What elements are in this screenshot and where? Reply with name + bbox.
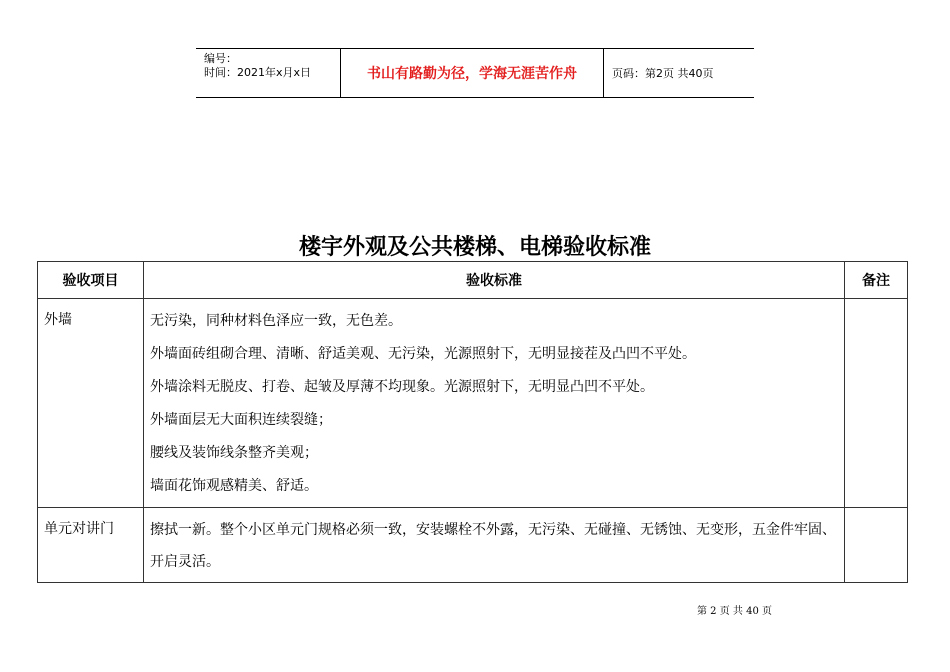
standard-line: 无污染，同种材料色泽应一致，无色差。 — [150, 313, 402, 329]
row-item: 单元对讲门 — [38, 508, 144, 583]
header-standard: 验收标准 — [144, 262, 845, 299]
header-item: 验收项目 — [38, 262, 144, 299]
row-remark — [845, 299, 908, 508]
row-standards — [144, 299, 845, 508]
acceptance-table — [37, 261, 908, 583]
standard-line: 墙面花饰观感精美、舒适。 — [150, 478, 318, 494]
header-meta — [196, 49, 340, 97]
header-page-info: 页码：第2页 共40页 — [612, 67, 714, 80]
time-label: 时间：2021年x月x日 — [204, 66, 312, 79]
document-header — [196, 48, 754, 98]
table-header-row — [38, 262, 908, 299]
page-title: 楼宇外观及公共楼梯、电梯验收标准 — [298, 234, 651, 260]
standard-line: 擦拭一新。整个小区单元门规格必须一致，安装螺栓不外露，无污染、无碰撞、无锈蚀、无变形，五金件牢固、开启灵活。 — [150, 522, 836, 570]
table-row — [38, 508, 908, 583]
row-item: 外墙 — [38, 299, 144, 508]
row-standards — [144, 508, 845, 583]
number-label: 编号： — [204, 52, 237, 65]
standard-line: 外墙涂料无脱皮、打卷、起皱及厚薄不均现象。光源照射下，无明显凸凹不平处。 — [150, 379, 654, 395]
page-footer: 第 2 页 共 40 页 — [697, 606, 772, 617]
header-motto: 书山有路勤为径，学海无涯苦作舟 — [340, 49, 604, 97]
header-remark: 备注 — [845, 262, 908, 299]
standard-line: 外墙面层无大面积连续裂缝； — [150, 412, 332, 428]
row-remark — [845, 508, 908, 583]
table-row — [38, 299, 908, 508]
standard-line: 外墙面砖组砌合理、清晰、舒适美观、无污染，光源照射下，无明显接茬及凸凹不平处。 — [150, 346, 696, 362]
standard-line: 腰线及装饰线条整齐美观； — [150, 445, 318, 461]
